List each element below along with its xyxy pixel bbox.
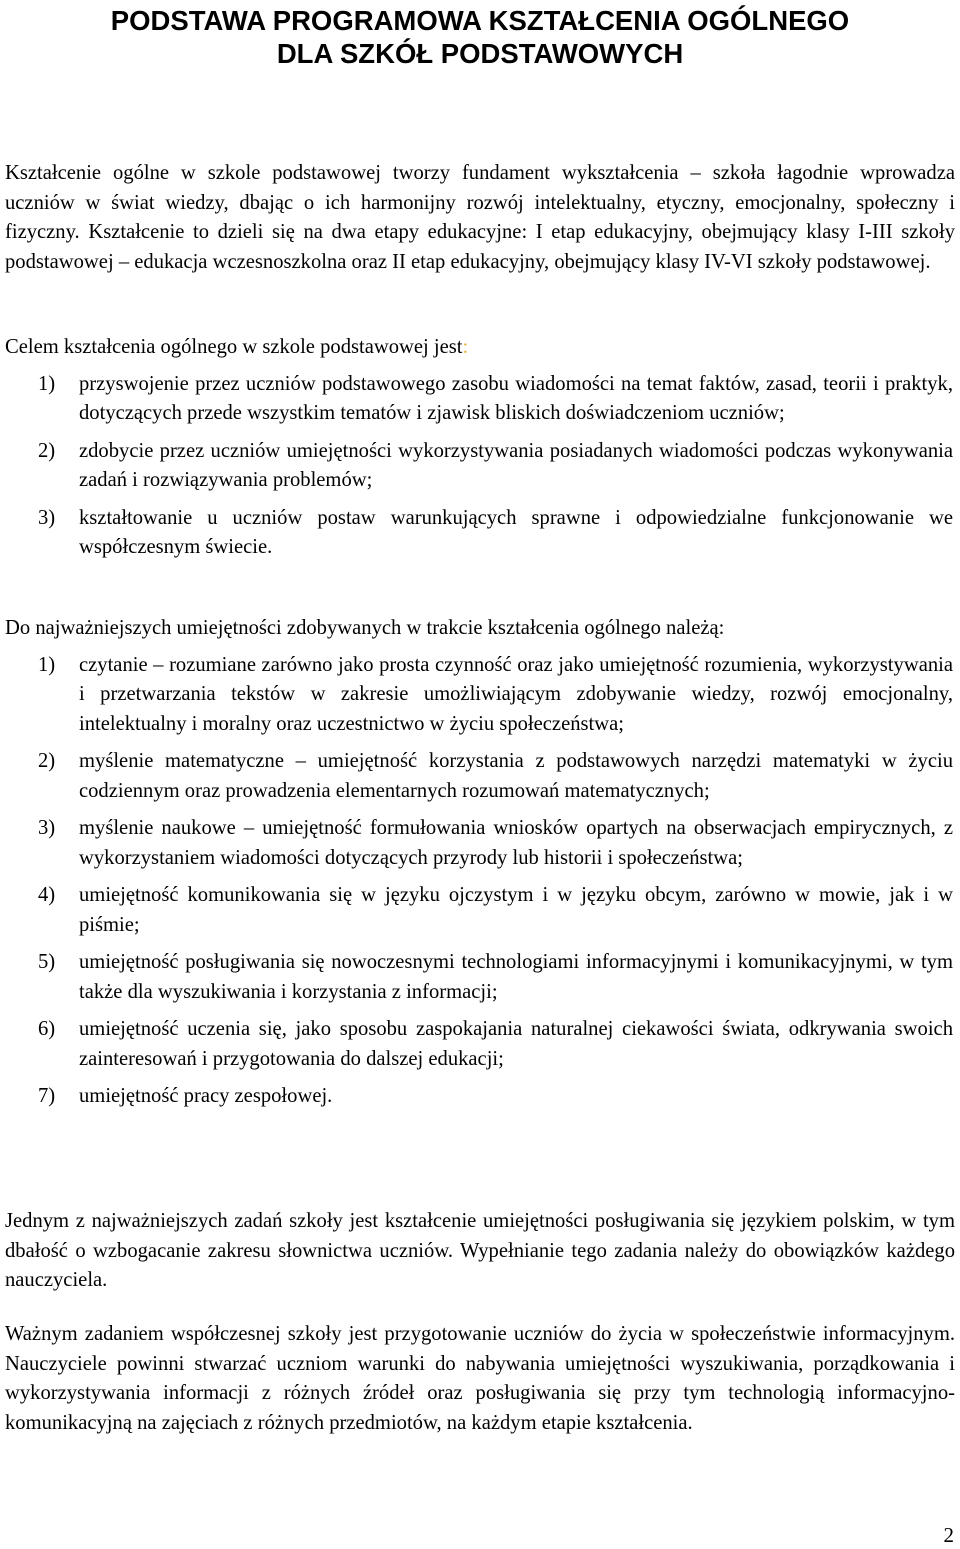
list-item-text: myślenie matematyczne – umiejętność korzystania z podstawowych narzędzi matematyki w życiu codziennym oraz prowadzenia elementarnych rozumowań matematycznych; [79, 750, 953, 802]
list-item-number: 1) [38, 372, 56, 395]
list-item [5, 747, 955, 806]
list-item-text: umiejętność uczenia się, jako sposobu zaspokajania naturalnej ciekawości świata, odkrywania swoich zainteresowań i przygotowania do dalszej edukacji; [79, 1018, 953, 1070]
list-item-number: 1) [38, 653, 56, 676]
list-item [5, 1082, 955, 1112]
language-paragraph: Jednym z najważniejszych zadań szkoły jest kształcenie umiejętności posługiwania się językiem polskim, w tym dbałość o wzbogacanie zakresu słownictwa uczniów. Wypełnianie tego zadania należy do obowiązków każdego nauczyciela. [5, 1210, 955, 1291]
skills-list [5, 651, 955, 1112]
goals-lead [5, 333, 955, 363]
list-item [5, 651, 955, 740]
list-item-number: 2) [38, 439, 56, 462]
list-item [5, 370, 955, 429]
list-item-number: 5) [38, 951, 56, 973]
list-item-text: zdobycie przez uczniów umiejętności wykorzystywania posiadanych wiadomości podczas wykonywania zadań i rozwiązywania problemów; [79, 439, 953, 491]
skills-lead: Do najważniejszych umiejętności zdobywanych w trakcie kształcenia ogólnego należą: [5, 617, 725, 639]
list-item-text: umiejętność komunikowania się w języku ojczystym i w języku obcym, zarówno w mowie, jak i w piśmie; [79, 884, 953, 936]
document-page [5, 0, 955, 1434]
list-item [5, 948, 955, 1007]
title-line-1: PODSTAWA PROGRAMOWA KSZTAŁCENIA OGÓLNEGO [110, 5, 850, 36]
list-item [5, 814, 955, 873]
page-number: 2 [943, 1523, 954, 1547]
list-item [5, 437, 955, 496]
information-section [5, 1320, 955, 1438]
list-item-text: umiejętność pracy zespołowej. [79, 1085, 333, 1107]
goals-list [5, 370, 955, 563]
title-line-2: DLA SZKÓŁ PODSTAWOWYCH [276, 38, 684, 69]
goals-lead-text: Celem kształcenia ogólnego w szkole podstawowej jest [5, 336, 463, 358]
skills-section [5, 614, 955, 1120]
list-item [5, 1015, 955, 1074]
list-item-number: 4) [38, 884, 56, 906]
list-item [5, 504, 955, 563]
goals-section [5, 333, 955, 571]
list-item-number: 3) [38, 506, 56, 529]
list-item [5, 881, 955, 940]
list-item-number: 6) [38, 1018, 56, 1040]
list-item-text: myślenie naukowe – umiejętność formułowania wniosków opartych na obserwacjach empirycznych, z wykorzystaniem wiadomości dotyczących przyrody lub historii i społeczeństwa; [79, 817, 953, 869]
list-item-text: umiejętność posługiwania się nowoczesnymi technologiami informacyjnymi i komunikacyjnymi, w tym także dla wyszukiwania i korzystania z informacji; [79, 951, 953, 1003]
list-item-text: kształtowanie u uczniów postaw warunkujących sprawne i odpowiedzialne funkcjonowanie we współczesnym świecie. [79, 506, 953, 558]
list-item-text: czytanie – rozumiane zarówno jako prosta czynność oraz jako umiejętność rozumienia, wykorzystywania i przetwarzania tekstów w zakresie umożliwiającym zdobywanie wiedzy, rozwój emocjonalny, intelektualny i moralny oraz uczestnictwo w życiu społeczeństwa; [79, 653, 953, 735]
document-title [5, 0, 955, 70]
list-item-number: 3) [38, 817, 56, 839]
intro-paragraph: Kształcenie ogólne w szkole podstawowej tworzy fundament wykształcenia – szkoła łagodnie wprowadza uczniów w świat wiedzy, dbając o ich harmonijny rozwój intelektualny, etyczny, emocjonalny, społeczny i fizyczny. Kształcenie to dzieli się na dwa etapy edukacyjne: I etap edukacyjny, obejmujący klasy I-III szkoły podstawowej – edukacja wczesnoszkolna oraz II etap edukacyjny, obejmujący klasy IV-VI szkoły podstawowej. [5, 162, 955, 273]
list-item-number: 7) [38, 1085, 56, 1107]
information-paragraph: Ważnym zadaniem współczesnej szkoły jest przygotowanie uczniów do życia w społeczeństwie informacyjnym. Nauczyciele powinni stwarzać uczniom warunki do nabywania umiejętności wyszukiwania, porządkowania i wykorzystywania informacji z różnych źródeł oraz posługiwania się przy tym technologią informacyjno-komunikacyjną na zajęciach z różnych przedmiotów, na każdym etapie kształcenia. [5, 1323, 955, 1434]
language-section [5, 1207, 955, 1296]
list-item-number: 2) [38, 750, 56, 772]
goals-lead-colon: : [462, 336, 469, 358]
list-item-text: przyswojenie przez uczniów podstawowego zasobu wiadomości na temat faktów, zasad, teorii i praktyk, dotyczących przede wszystkim tematów i zjawisk bliskich doświadczeniom uczniów; [79, 372, 953, 424]
